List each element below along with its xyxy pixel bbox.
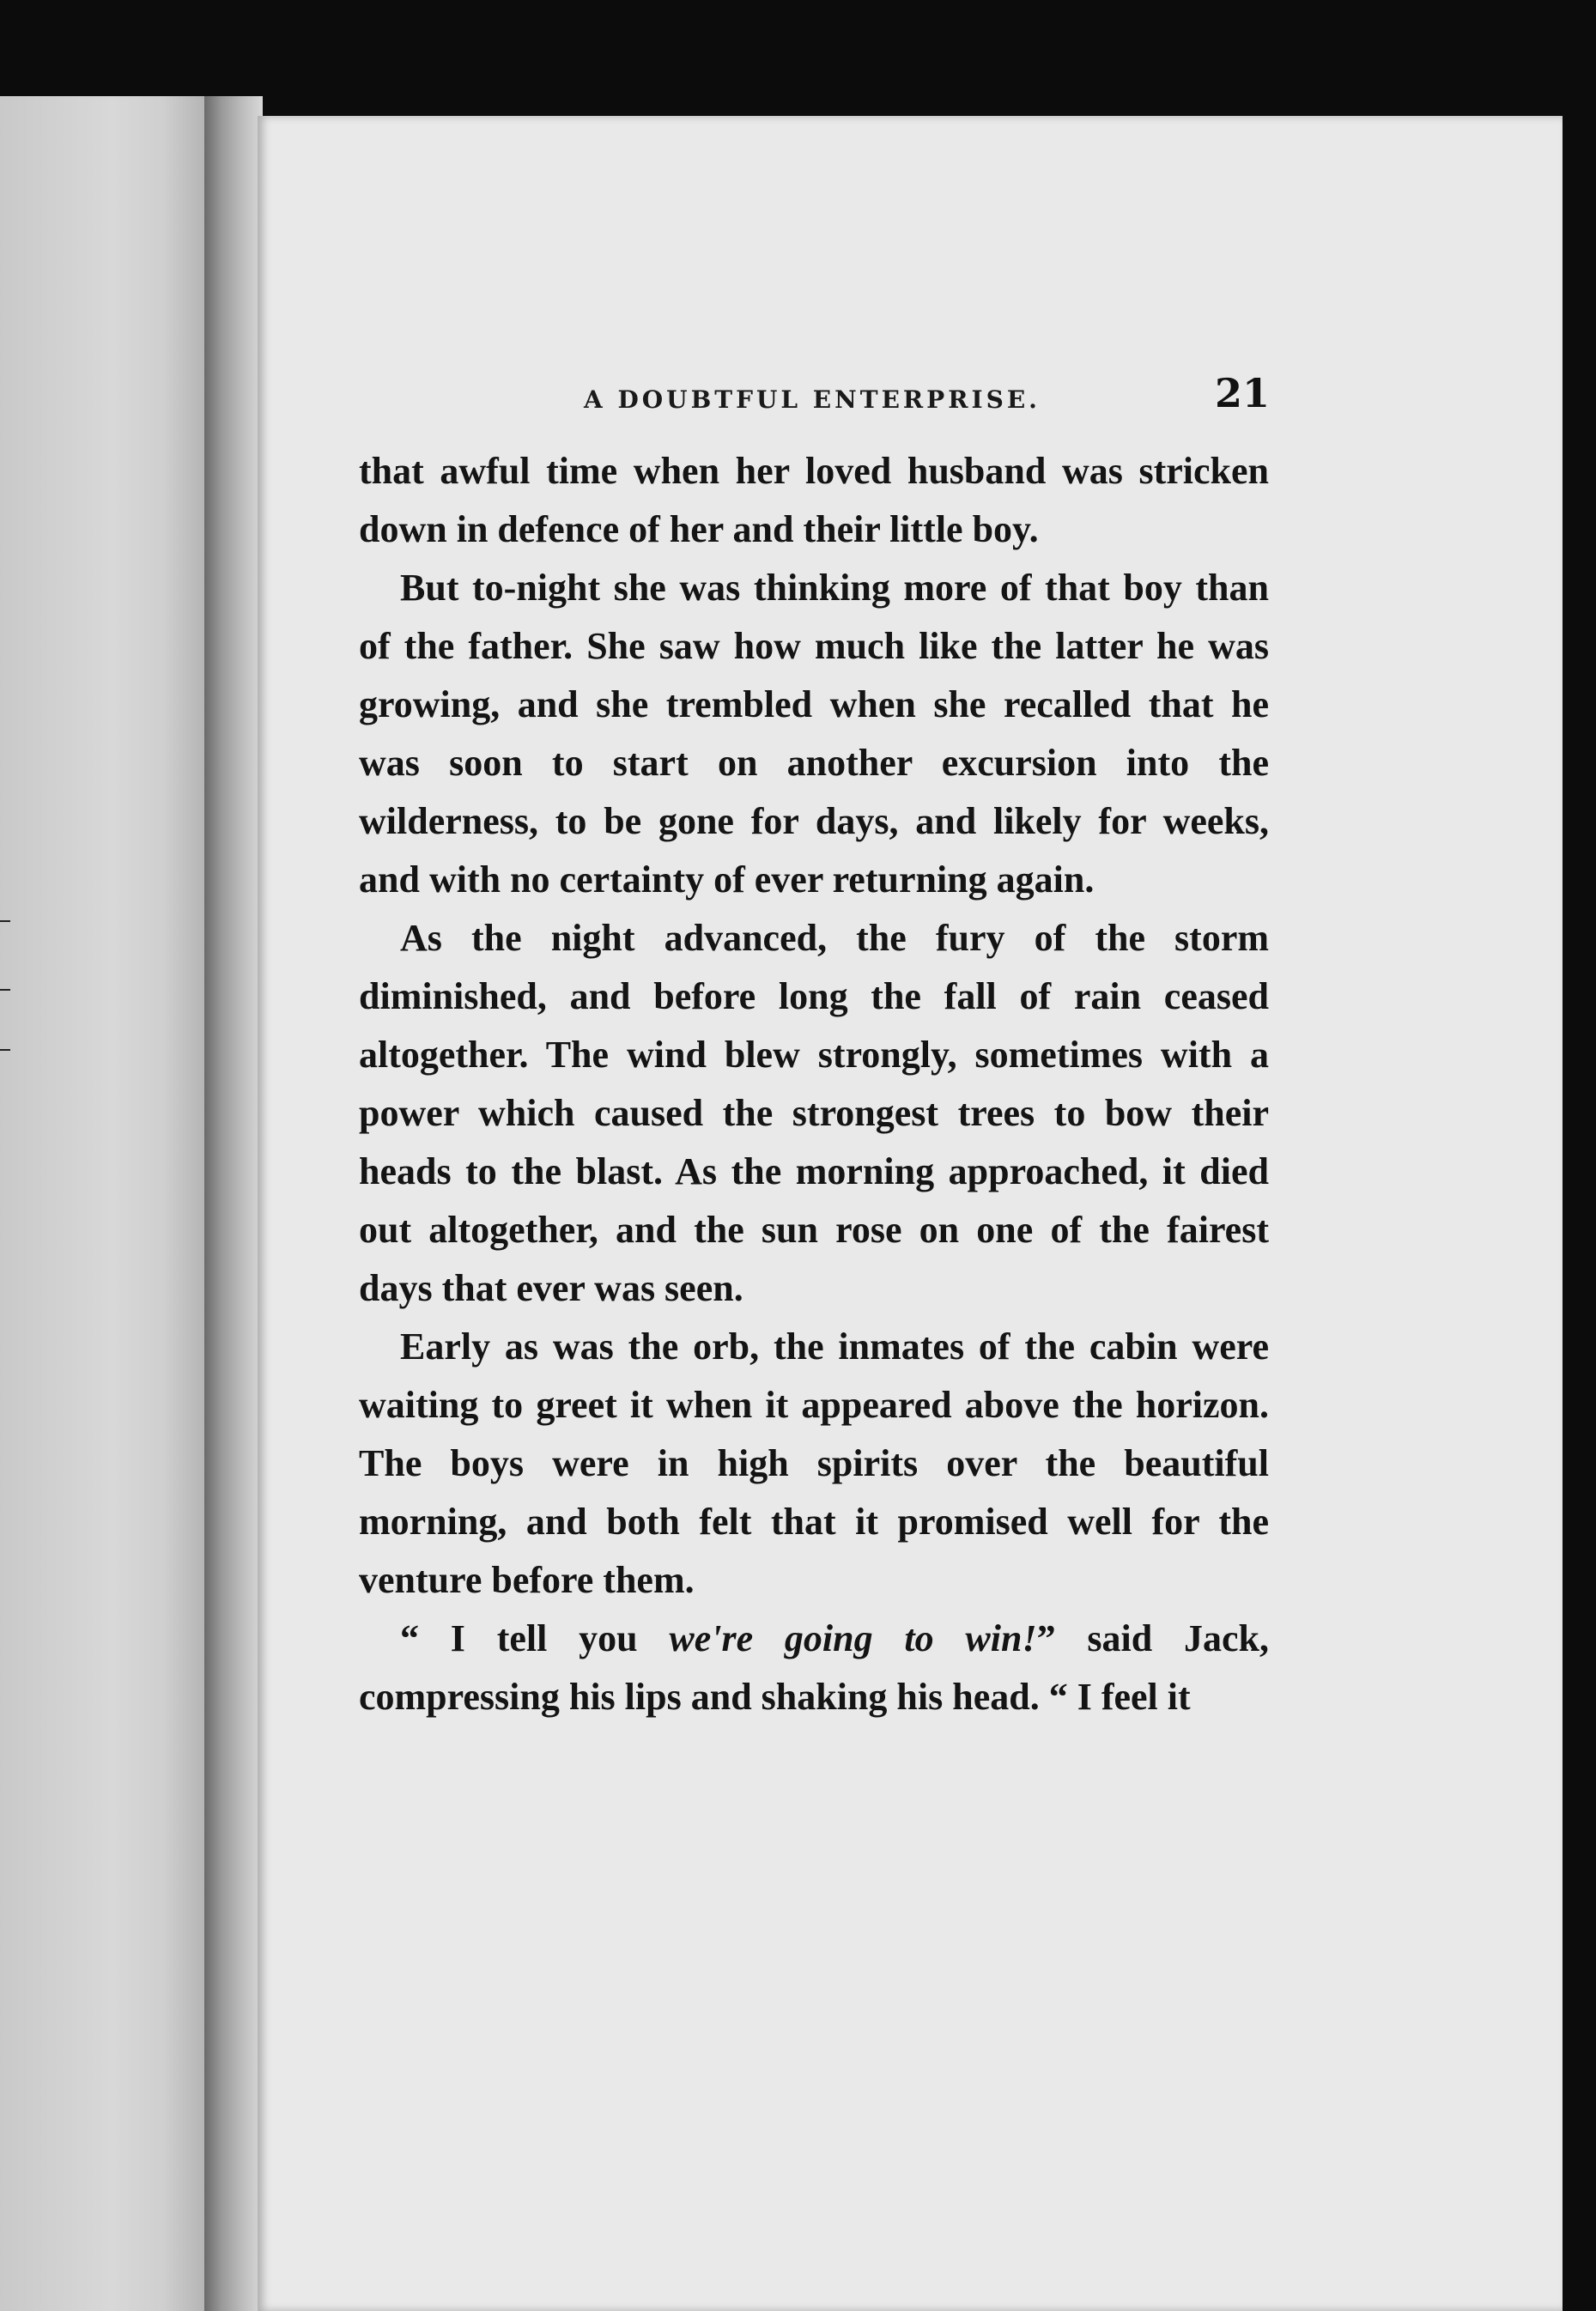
chapter-title: A DOUBTFUL ENTERPRISE.: [584, 385, 1041, 414]
paragraph: [359, 1610, 1269, 1726]
previous-page-marks: [0, 920, 12, 1109]
book-page: [258, 116, 1563, 2311]
paragraph: As the night advanced, the fury of the storm diminished, and before long the fall of rain ceased altogether. The wind blew strongly, sometimes with a power which caused the strongest trees to bow their heads to the blast. As the morning approached, it died out altogether, and the sun rose on one of the fairest days that ever was seen.: [359, 917, 1269, 1309]
book-gutter: [204, 96, 263, 2311]
paragraph: that awful time when her loved husband was stricken down in defence of her and their little boy.: [359, 450, 1269, 550]
page-number: 21: [1215, 370, 1271, 416]
text-body: [359, 442, 1269, 1726]
previous-page-edge: [0, 96, 204, 2311]
italic-quote: we're going to win!: [669, 1617, 1037, 1659]
paragraph-text: “ I tell you: [400, 1617, 670, 1659]
running-head: [258, 363, 1563, 440]
paragraph-text: ” said Jack, compressing his lips and shaking his head. “ I feel it: [359, 1617, 1270, 1718]
paragraph: But to-night she was thinking more of that boy than of the father. She saw how much like the latter he was growing, and she trembled when she recalled that he was soon to start on another excursion into the wilderness, to be gone for days, and likely for weeks, and with no certainty of ever returning again.: [359, 567, 1269, 901]
paragraph: Early as was the orb, the inmates of the cabin were waiting to greet it when it appeared above the horizon. The boys were in high spirits over the beautiful morning, and both felt that it promised well for the venture before them.: [359, 1325, 1269, 1601]
